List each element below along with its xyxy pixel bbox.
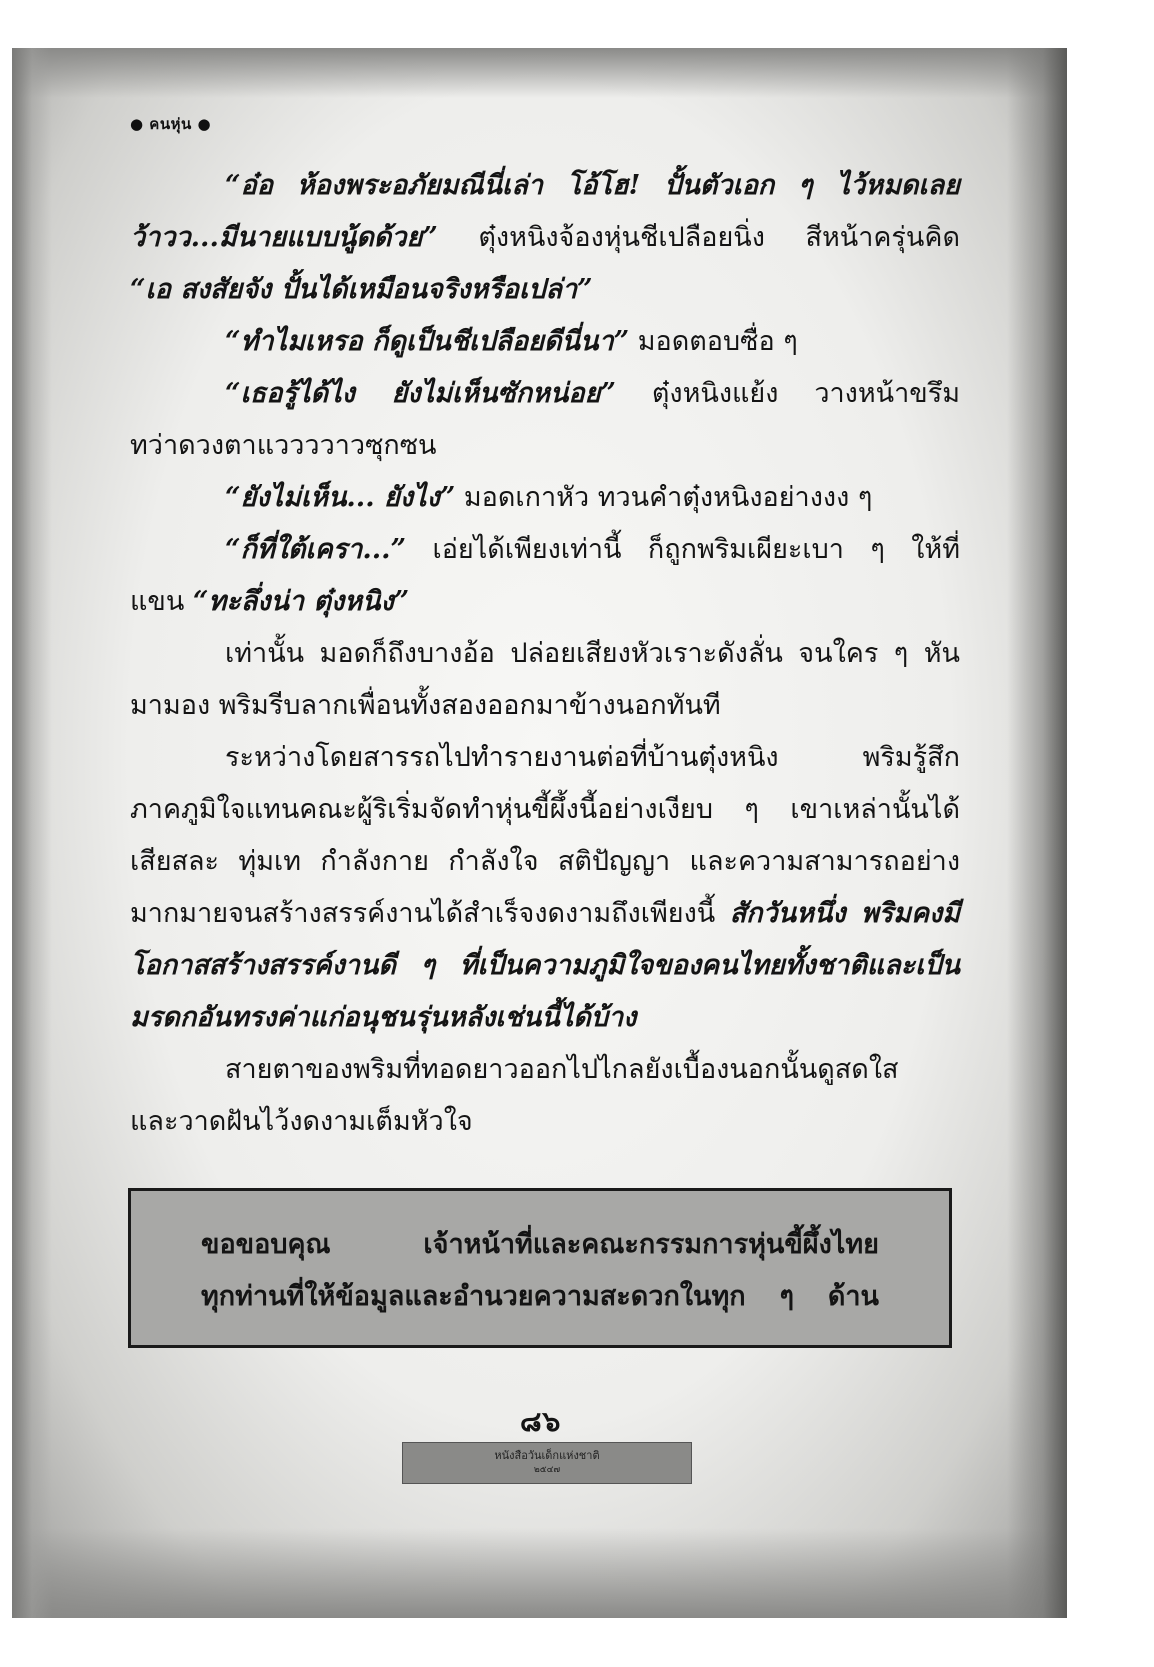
footer-title: หนังสือวันเด็กแห่งชาติ bbox=[494, 1449, 600, 1462]
text-line bbox=[130, 940, 960, 992]
dialogue-span: “เธอรู้ได้ไง ยังไม่เห็นซักหน่อย” bbox=[225, 378, 616, 409]
dialogue-span: มรดกอันทรงค่าแก่อนุชนรุ่นหลังเช่นนี้ได้บ้าง bbox=[130, 1002, 637, 1033]
dialogue-span: “เอ สงสัยจัง ปั้นได้เหมือนจริงหรือเปล่า” bbox=[130, 274, 593, 305]
scan-shadow-top bbox=[12, 48, 1067, 98]
text-line bbox=[130, 420, 960, 472]
narration-span: ทว่าดวงตาแววววาวซุกซน bbox=[130, 430, 437, 461]
text-line bbox=[130, 316, 960, 368]
narration-span: ตุ๋งหนิงแย้ง วางหน้าขรึม bbox=[615, 378, 961, 409]
narration-span: มามอง พริมรีบลากเพื่อนทั้งสองออกมาข้างนอกทันที bbox=[130, 690, 721, 721]
text-line bbox=[130, 1096, 960, 1148]
text-line bbox=[130, 524, 960, 576]
narration-span: ตุ๋งหนิงจ้องหุ่นชีเปลือยนิ่ง สีหน้าครุ่นคิด bbox=[437, 222, 960, 253]
dialogue-span: “ทะลึ่งน่า ตุ๋งหนิง” bbox=[192, 586, 410, 617]
text-line bbox=[130, 680, 960, 732]
footer-year: ๒๕๔๗ bbox=[533, 1465, 561, 1475]
text-line bbox=[130, 160, 960, 212]
dialogue-span: “ยังไม่เห็น... ยังไง” bbox=[225, 482, 456, 513]
footer-banner bbox=[402, 1442, 692, 1484]
dialogue-span: “อ๋อ ห้องพระอภัยมณีนี่เล่า โอ้โฮ! ปั้นตัวเอก ๆ ไว้หมดเลย bbox=[225, 170, 960, 201]
text-line bbox=[130, 368, 960, 420]
story-text bbox=[130, 160, 960, 1148]
text-line bbox=[130, 732, 960, 784]
narration-span: มอดเกาหัว ทวนคำตุ๋งหนิงอย่างงง ๆ bbox=[455, 482, 873, 513]
page-number: ๘๖ bbox=[520, 1405, 562, 1438]
acknowledgement-line-1: ขอขอบคุณ เจ้าหน้าที่และคณะกรรมการหุ่นขี้ผึ้งไทย bbox=[201, 1229, 879, 1260]
text-line bbox=[130, 836, 960, 888]
narration-span: ระหว่างโดยสารรถไปทำรายงานต่อที่บ้านตุ๋งหนิง พริมรู้สึก bbox=[225, 742, 960, 773]
running-header: ● คนหุ่น ● bbox=[130, 115, 212, 133]
narration-span: สายตาของพริมที่ทอดยาวออกไปไกลยังเบื้องนอกนั้นดูสดใส bbox=[225, 1054, 899, 1085]
text-line bbox=[130, 264, 960, 316]
narration-span: ภาคภูมิใจแทนคณะผู้ริเริ่มจัดทำหุ่นขี้ผึ้งนี้อย่างเงียบ ๆ เขาเหล่านั้นได้ bbox=[130, 794, 960, 825]
scan-shadow-right bbox=[1007, 48, 1067, 1618]
dialogue-span: “ก็ที่ใต้เครา...” bbox=[225, 534, 407, 565]
narration-span: มอดตอบซื่อ ๆ bbox=[629, 326, 798, 357]
text-line bbox=[130, 628, 960, 680]
acknowledgement-line-2: ทุกท่านที่ให้ข้อมูลและอำนวยความสะดวกในทุก ๆ ด้าน bbox=[201, 1281, 879, 1312]
text-line bbox=[130, 784, 960, 836]
narration-span: เท่านั้น มอดก็ถึงบางอ้อ ปล่อยเสียงหัวเราะดังลั่น จนใคร ๆ หัน bbox=[225, 638, 960, 669]
dialogue-span: โอกาสสร้างสรรค์งานดี ๆ ที่เป็นความภูมิใจของคนไทยทั้งชาติและเป็น bbox=[130, 950, 960, 981]
text-line bbox=[130, 472, 960, 524]
dialogue-span: ว้าวว...มีนายแบบนู้ดด้วย” bbox=[130, 222, 438, 253]
narration-span: แขน bbox=[130, 586, 193, 617]
narration-span: เสียสละ ทุ่มเท กำลังกาย กำลังใจ สติปัญญา และความสามารถอย่าง bbox=[130, 846, 960, 877]
text-line bbox=[130, 212, 960, 264]
text-line bbox=[130, 992, 960, 1044]
text-line bbox=[130, 888, 960, 940]
dialogue-span: สักวันหนึ่ง พริมคงมี bbox=[729, 898, 960, 929]
dialogue-span: “ทำไมเหรอ ก็ดูเป็นชีเปลือยดีนี่นา” bbox=[225, 326, 630, 357]
text-line bbox=[130, 576, 960, 628]
text-line bbox=[130, 1044, 960, 1096]
scan-shadow-left bbox=[12, 48, 52, 1618]
scan-shadow-bottom bbox=[12, 1528, 1067, 1618]
acknowledgement-box bbox=[128, 1188, 952, 1348]
narration-span: เอ่ยได้เพียงเท่านี้ ก็ถูกพริมเผียะเบา ๆ ให้ที่ bbox=[406, 534, 960, 565]
narration-span: มากมายจนสร้างสรรค์งานได้สำเร็จงดงามถึงเพียงนี้ bbox=[130, 898, 730, 929]
narration-span: และวาดฝันไว้งดงามเต็มหัวใจ bbox=[130, 1106, 473, 1137]
